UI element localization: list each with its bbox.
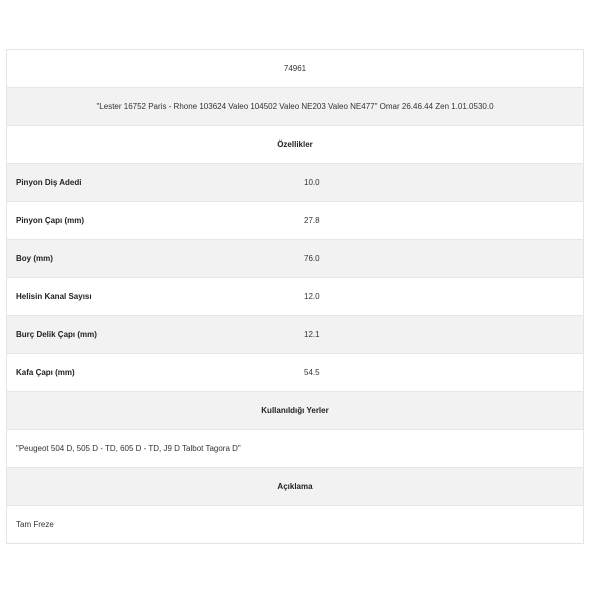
specs-section-title: Özellikler <box>7 126 584 164</box>
product-code-row <box>7 50 584 88</box>
spec-label: Pinyon Diş Adedi <box>7 164 296 202</box>
product-spec-table <box>6 49 584 544</box>
cross-reference-row <box>7 88 584 126</box>
description-section-title: Açıklama <box>7 468 584 506</box>
spec-row <box>7 240 584 278</box>
spec-label: Boy (mm) <box>7 240 296 278</box>
spec-value: 10.0 <box>295 164 584 202</box>
spec-row <box>7 164 584 202</box>
spec-row <box>7 278 584 316</box>
spec-row <box>7 316 584 354</box>
spec-row <box>7 202 584 240</box>
usage-text: "Peugeot 504 D, 505 D - TD, 605 D - TD, J9 D Talbot Tagora D" <box>7 430 584 468</box>
specs-header-row <box>7 126 584 164</box>
spec-value: 76.0 <box>295 240 584 278</box>
cross-reference-text: "Lester 16752 Paris - Rhone 103624 Valeo 104502 Valeo NE203 Valeo NE477" Omar 26.46.44 Zen 1.01.0530.0 <box>7 88 584 126</box>
product-code: 74961 <box>7 50 584 88</box>
usage-header-row <box>7 392 584 430</box>
description-text: Tam Freze <box>7 506 584 544</box>
description-header-row <box>7 468 584 506</box>
description-row <box>7 506 584 544</box>
spec-row <box>7 354 584 392</box>
spec-label: Kafa Çapı (mm) <box>7 354 296 392</box>
usage-row <box>7 430 584 468</box>
spec-label: Pinyon Çapı (mm) <box>7 202 296 240</box>
spec-value: 12.1 <box>295 316 584 354</box>
spec-label: Burç Delik Çapı (mm) <box>7 316 296 354</box>
spec-value: 12.0 <box>295 278 584 316</box>
usage-section-title: Kullanıldığı Yerler <box>7 392 584 430</box>
spec-label: Helisin Kanal Sayısı <box>7 278 296 316</box>
spec-value: 54.5 <box>295 354 584 392</box>
spec-value: 27.8 <box>295 202 584 240</box>
